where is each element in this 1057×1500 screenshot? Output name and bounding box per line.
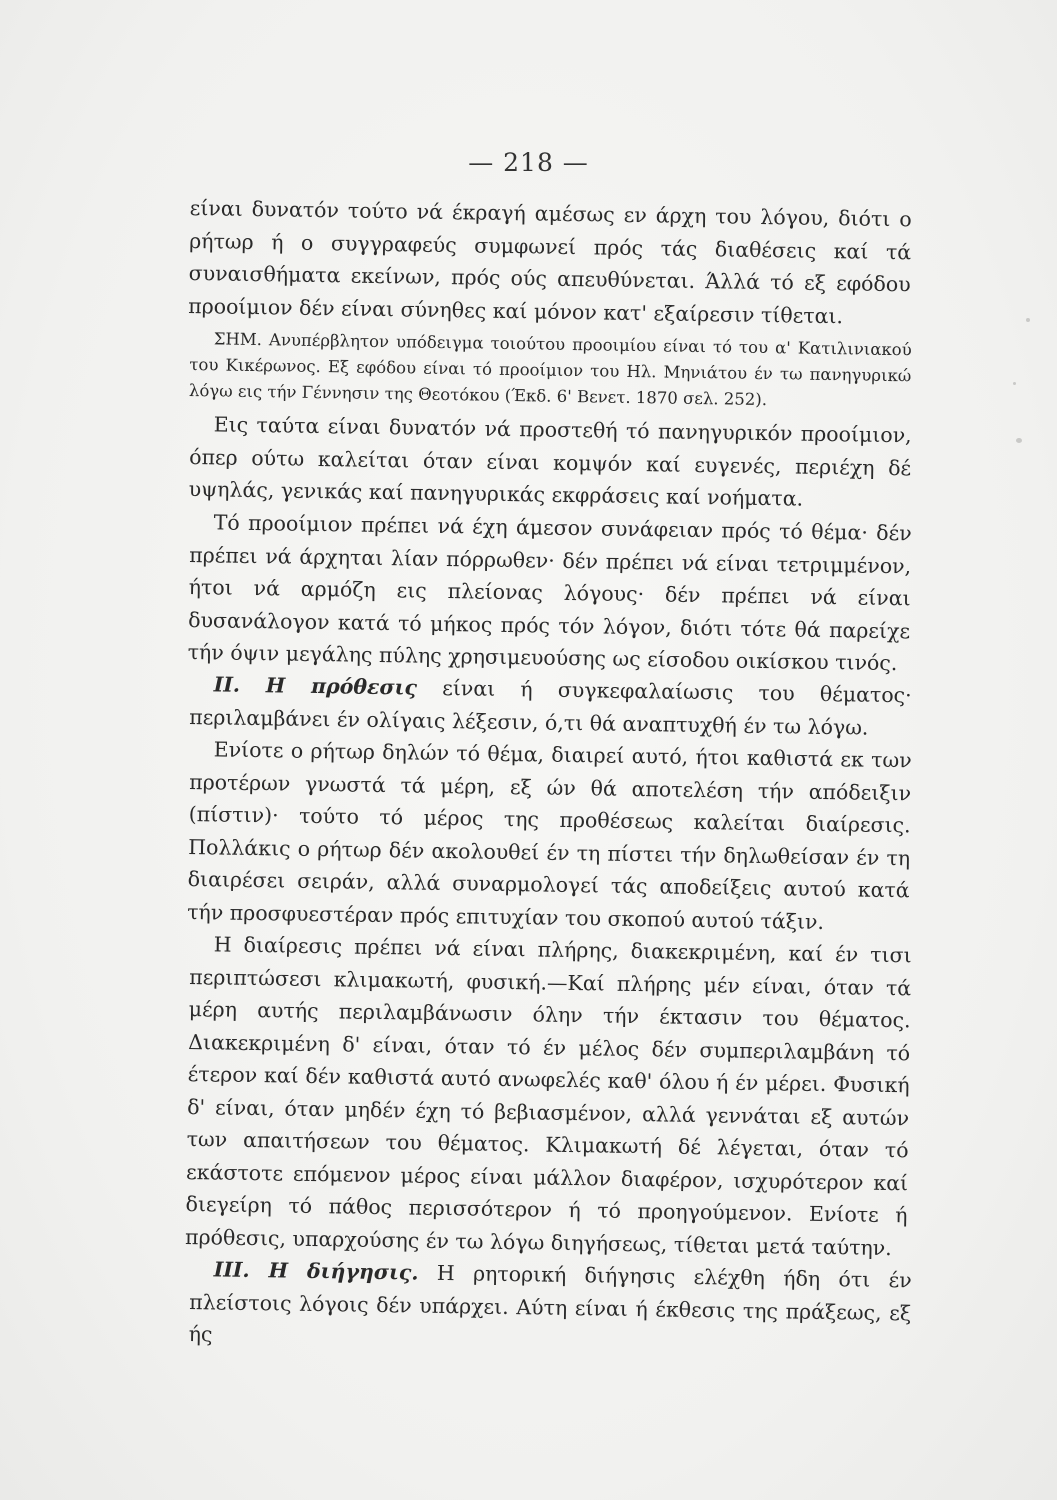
paper-speck — [1013, 382, 1016, 385]
prothesis-definition: είναι ή συγκεφαλαίωσις του θέματος· περιλαμβάνει έν ολίγαις λέξεσιν, ό,τι θά αναπτυχθή έν τω λόγω. — [189, 675, 912, 740]
paragraph-intro-continuation: είναι δυνατόν τούτο νά έκραγή αμέσως εν άρχη του λόγου, διότι ο ρήτωρ ή ο συγγραφεύς συμφωνεί πρός τάς διαθέσεις καί τά συναισθήματα εκείνων, πρός ούς απευθύνεται. Άλλά τό εξ εφόδου προοίμιον δέν είναι σύνηθες καί μόνον κατ' εξαίρεσιν τίθεται. — [188, 195, 912, 328]
body-text — [184, 192, 912, 1351]
paragraph-diegesis — [188, 1253, 911, 1362]
paper-speck — [1016, 438, 1022, 443]
footnote-sim: ΣΗΜ. Ανυπέρβλητον υπόδειγμα τοιούτου προοιμίου είναι τό του α' Κατιλινιακού του Κικέρωνος. Εξ εφόδου είναι τό προοίμιον του Ηλ. Μηνιάτου έν τω πανηγυρικώ λόγω εις τήν Γέννησιν της Θεοτόκου (Έκδ. 6' Βενετ. 1870 σελ. 252). — [188, 329, 912, 410]
paragraph-prooimion-rules: Τό προοίμιον πρέπει νά έχη άμεσον συνάφειαν πρός τό θέμα· δέν πρέπει νά άρχηται λίαν πόρρωθεν· δέν πρέπει νά είναι τετριμμένον, ήτοι νά αρμόζη εις πλείονας λόγους· δέν πρέπει νά είναι δυσανάλογον κατά τό μήκος πρός τόν λόγον, διότι τότε θά παρείχε τήν όψιν μεγάλης πύλης χρησιμευούσης ως είσοδου οικίσκου τινός. — [187, 509, 912, 675]
paragraph-diairesis-qualities: Η διαίρεσις πρέπει νά είναι πλήρης, διακεκριμένη, καί έν τισι περιπτώσεσι κλιμακωτή, φυσική.—Καί πλήρης μέν είναι, όταν τά μέρη αυτής περιλαμβάνωσιν όλην τήν έκτασιν του θέματος. Διακεκριμένη δ' είναι, όταν τό έν μέλος δέν συμπεριλαμβάνη τό έτερον καί δέν καθιστά αυτό ανωφελές καθ' όλου ή έν μέρει. Φυσική δ' είναι, όταν μηδέν έχη τό βεβιασμένον, αλλά γεννάται εξ αυτών των απαιτήσεων του θέματος. Κλιμακωτή δέ λέγεται, όταν τό εκάστοτε επόμενον μέρος είναι μάλλον διαφέρον, ισχυρότερον καί διεγείρη τό πάθος περισσότερον ή τό προηγούμενον. Ενίοτε ή πρόθεσις, υπαρχούσης έν τω λόγω διηγήσεως, τίθεται μετά ταύτην. — [184, 932, 912, 1260]
paragraph-prothesis — [189, 668, 912, 744]
paper-speck — [1026, 318, 1030, 322]
paragraph-panegyric-prooimion: Εις ταύτα είναι δυνατόν νά προστεθή τό πανηγυρικόν προοίμιον, όπερ ούτω καλείται όταν είναι κομψόν καί ευγενές, περιέχη δέ υψηλάς, γενικάς καί πανηγυρικάς εκφράσεις καί νοήματα. — [188, 412, 912, 511]
diegesis-definition: Η ρητορική διήγησις ελέχθη ήδη ότι έν πλείστοις λόγοις δέν υπάρχει. Αύτη είναι ή έκθεσις της πράξεως, εξ ής — [188, 1260, 912, 1347]
section-heading-prothesis: II. Η πρόθεσις — [213, 672, 418, 700]
section-heading-diegesis: III. Η διήγησις. — [213, 1257, 419, 1285]
paragraph-diairesis-intro: Ενίοτε ο ρήτωρ δηλών τό θέμα, διαιρεί αυτό, ήτοι καθιστά εκ των προτέρων γνωστά τά μέρη, εξ ών θά αποτελέση τήν απόδειξιν (πίστιν)· τούτο τό μέρος της προθέσεως καλείται διαίρεσις. Πολλάκις ο ρήτωρ δέν ακολουθεί έν τη πίστει τήν δηλωθείσαν έν τη διαιρέσει σειράν, αλλά συναρμολογεί τάς αποδείξεις αυτού κατά τήν προσφυεστέραν πρός επιτυχίαν του σκοπού αυτού τάξιν. — [187, 737, 912, 934]
page-number: — 218 — — [468, 148, 589, 177]
